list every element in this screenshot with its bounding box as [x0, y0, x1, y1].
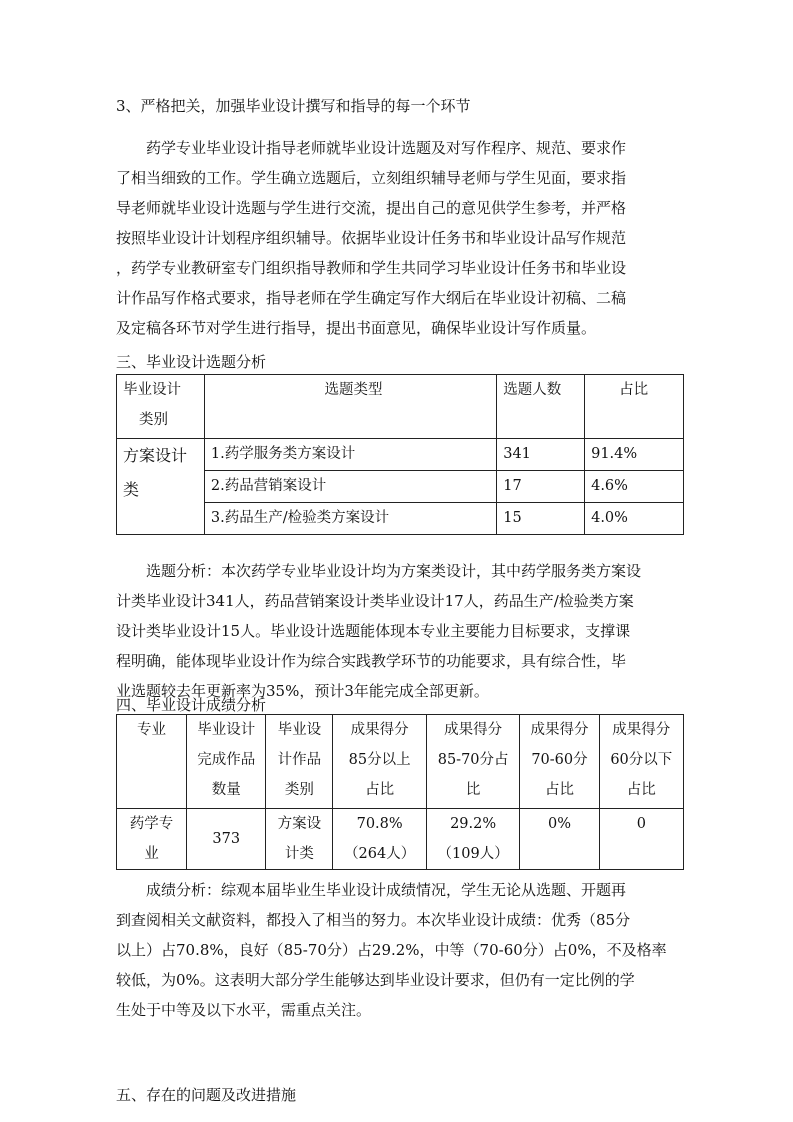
- header-topic-type: 选题类型: [204, 375, 496, 439]
- header-category: 毕业设计 类别: [117, 375, 205, 439]
- paragraph-line: 到查阅相关文献资料，都投入了相当的努力。本次毕业设计成绩：优秀（85分: [116, 911, 631, 929]
- paragraph-line: 按照毕业设计计划程序组织辅导。依据毕业设计任务书和毕业设计品写作规范: [116, 229, 627, 247]
- count-cell: 17: [497, 471, 585, 503]
- paragraph-line: ，药学专业教研室专门组织指导教师和学生共同学习毕业设计任务书和毕业设: [116, 259, 627, 277]
- topic-analysis-table: [116, 374, 684, 535]
- count-cell: 341: [497, 439, 585, 471]
- section-problems: 五、存在的问题及改进措施: [116, 1086, 297, 1104]
- work-type-cell: 方案设 计类: [266, 809, 333, 870]
- paragraph-line: 及定稿各环节对学生进行指导，提出书面意见，确保毕业设计写作质量。: [116, 319, 597, 337]
- score-85-70-cell: 29.2% （109人）: [426, 809, 519, 870]
- table-header-row: [117, 715, 684, 809]
- header-work-count: 毕业设计 完成作品 数量: [187, 715, 266, 809]
- header-count: 选题人数: [497, 375, 585, 439]
- header-score-70-60: 成果得分 70-60分 占比: [520, 715, 599, 809]
- section-topic-analysis: 三、毕业设计选题分析: [116, 353, 267, 371]
- table-row: [117, 439, 684, 471]
- section-grade-analysis: 四、毕业设计成绩分析: [116, 696, 267, 714]
- ratio-cell: 4.6%: [585, 471, 684, 503]
- paragraph-grade-analysis: [116, 875, 688, 1025]
- paragraph-line: 较低，为0%。这表明大部分学生能够达到毕业设计要求，但仍有一定比例的学: [116, 971, 635, 989]
- paragraph-line: 生处于中等及以下水平，需重点关注。: [116, 1001, 372, 1019]
- score-60-below-cell: 0: [599, 809, 683, 870]
- ratio-cell: 4.0%: [585, 503, 684, 535]
- score-85-above-cell: 70.8% （264人）: [333, 809, 426, 870]
- header-score-85-above: 成果得分 85分以上 占比: [333, 715, 426, 809]
- header-work-type: 毕业设 计作品 类别: [266, 715, 333, 809]
- header-score-60-below: 成果得分 60分以下 占比: [599, 715, 683, 809]
- paragraph-line: 设计类毕业设计15人。毕业设计选题能体现本专业主要能力目标要求，支撑课: [116, 622, 631, 640]
- topic-type-cell: 3.药品生产/检验类方案设计: [204, 503, 496, 535]
- table-header-row: [117, 375, 684, 439]
- paragraph-line: 成绩分析：综观本届毕业生毕业设计成绩情况，学生无论从选题、开题再: [146, 881, 627, 899]
- paragraph-line: 以上）占70.8%，良好（85-70分）占29.2%，中等（70-60分）占0%，不及格率: [116, 941, 667, 959]
- score-70-60-cell: 0%: [520, 809, 599, 870]
- paragraph-guidance: [116, 133, 688, 343]
- ratio-cell: 91.4%: [585, 439, 684, 471]
- paragraph-line: 业选题较去年更新率为35%，预计3年能完成全部更新。: [116, 682, 489, 700]
- paragraph-line: 药学专业毕业设计指导老师就毕业设计选题及对写作程序、规范、要求作: [146, 139, 627, 157]
- paragraph-line: 了相当细致的工作。学生确立选题后，立刻组织辅导老师与学生见面，要求指: [116, 169, 627, 187]
- paragraph-line: 计类毕业设计341人，药品营销案设计类毕业设计17人，药品生产/检验类方案: [116, 592, 634, 610]
- paragraph-line: 导老师就毕业设计选题与学生进行交流，提出自己的意见供学生参考，并严格: [116, 199, 627, 217]
- paragraph-line: 程明确，能体现毕业设计作为综合实践教学环节的功能要求，具有综合性，毕: [116, 652, 627, 670]
- paragraph-topic-analysis: [116, 556, 688, 706]
- table-row: [117, 809, 684, 870]
- grade-analysis-table: [116, 714, 684, 870]
- paragraph-line: 选题分析：本次药学专业毕业设计均为方案类设计，其中药学服务类方案设: [146, 562, 642, 580]
- topic-type-cell: 1.药学服务类方案设计: [204, 439, 496, 471]
- category-cell: 方案设计 类: [117, 439, 205, 535]
- header-ratio: 占比: [585, 375, 684, 439]
- header-major: 专业: [117, 715, 187, 809]
- header-score-85-70: 成果得分 85-70分占 比: [426, 715, 519, 809]
- heading-strict-control: 3、严格把关，加强毕业设计撰写和指导的每一个环节: [116, 97, 471, 115]
- work-count-cell: 373: [187, 809, 266, 870]
- topic-type-cell: 2.药品营销案设计: [204, 471, 496, 503]
- paragraph-line: 计作品写作格式要求，指导老师在学生确定写作大纲后在毕业设计初稿、二稿: [116, 289, 627, 307]
- count-cell: 15: [497, 503, 585, 535]
- major-cell: 药学专 业: [117, 809, 187, 870]
